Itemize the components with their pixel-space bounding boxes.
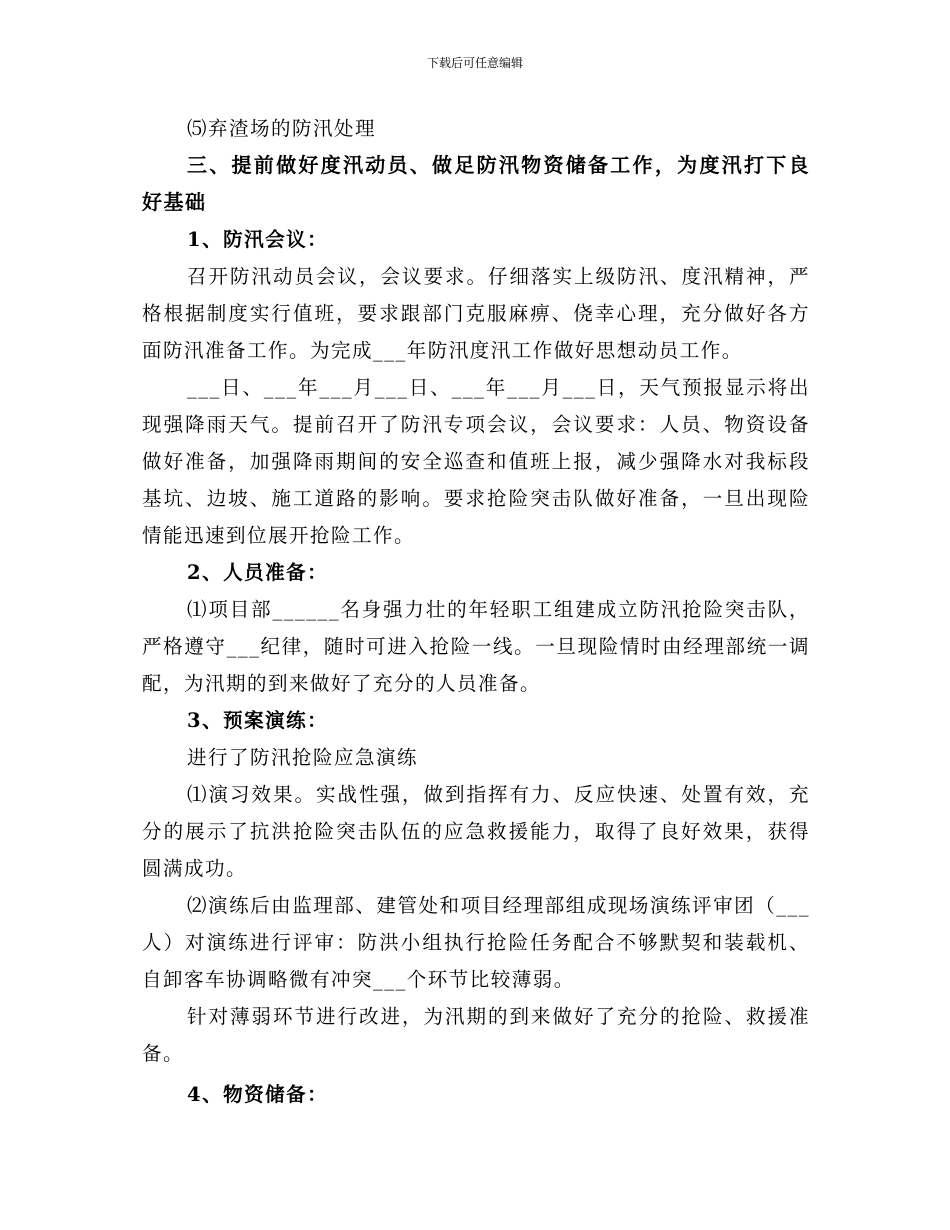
paragraph-personnel: ⑴项目部______名身强力壮的年轻职工组建成立防汛抢险突击队，严格遵守___纪律，随时可进入抢险一线。一旦现险情时由经理部统一调配，为汛期的到来做好了充分的人员准备。 [142, 598, 810, 695]
paragraph-drill-review: ⑵演练后由监理部、建管处和项目经理部组成现场演练评审团（___人）对演练进行评审：防洪小组执行抢险任务配合不够默契和装载机、自卸客车协调略微有冲突___个环节比较薄弱。 [142, 894, 810, 991]
paragraph-drill-effect: ⑴演习效果。实战性强，做到指挥有力、反应快速、处置有效，充分的展示了抗洪抢险突击队伍的应急救援能力，取得了良好效果，获得圆满成功。 [142, 783, 810, 880]
section-3-heading: 三、提前做好度汛动员、做足防汛物资储备工作，为度汛打下良好基础 [142, 153, 810, 214]
item-5-heading: ⑸弃渣场的防汛处理 [187, 117, 377, 140]
paragraph-drill-intro: 进行了防汛抢险应急演练 [187, 746, 419, 769]
subsection-3-heading: 3、预案演练： [187, 709, 329, 732]
document-body [142, 110, 810, 1113]
paragraph-meeting: 召开防汛动员会议，会议要求。仔细落实上级防汛、度汛精神，严格根据制度实行值班，要求跟部门克服麻痹、侥幸心理，充分做好各方面防汛准备工作。为完成___年防汛度汛工作做好思想动员工作。 [142, 265, 810, 362]
subsection-4-heading: 4、物资储备： [187, 1083, 329, 1106]
subsection-2-heading: 2、人员准备： [187, 561, 329, 584]
subsection-1-heading: 1、防汛会议： [187, 228, 329, 251]
page-header: 下载后可任意编辑 [426, 56, 523, 70]
paragraph-weather: ___日、___年___月___日、___年___月___日，天气预报显示将出现强降雨天气。提前召开了防汛专项会议，会议要求：人员、物资设备做好准备，加强降雨期间的安全巡查和值班上报，减少强降水对我标段基坑、边坡、施工道路的影响。要求抢险突击队做好准备，一旦出现险情能迅速到位展开抢险工作。 [142, 376, 810, 547]
paragraph-improvement: 针对薄弱环节进行改进，为汛期的到来做好了充分的抢险、救援准备。 [142, 1005, 810, 1065]
